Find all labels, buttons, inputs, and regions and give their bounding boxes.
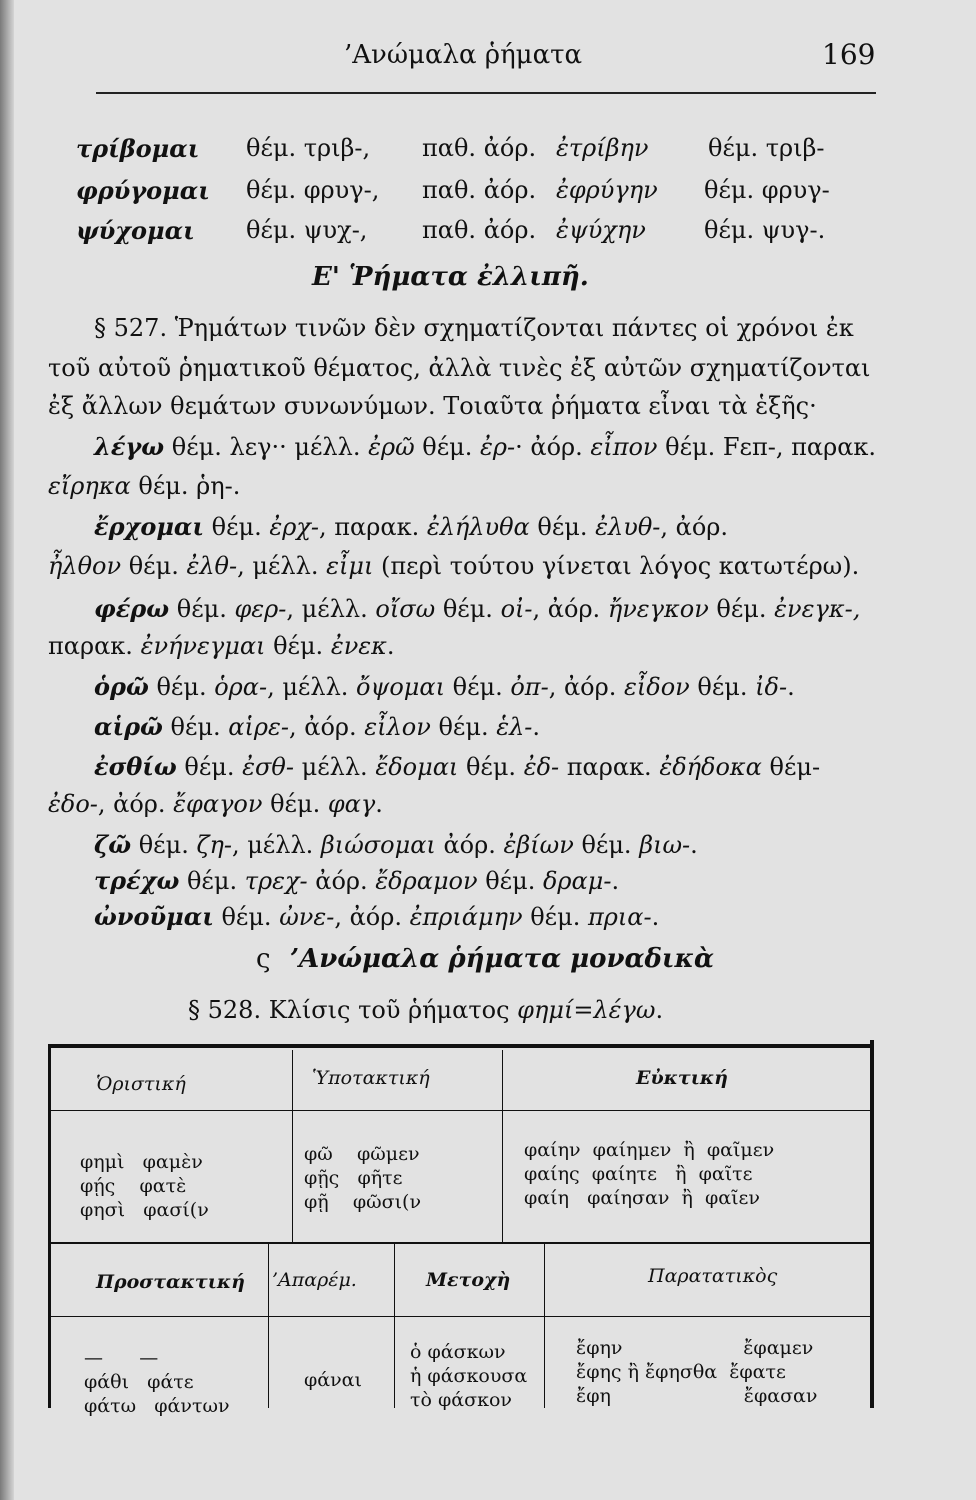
text: θέμ. bbox=[444, 673, 511, 701]
form: φερ- bbox=[234, 595, 287, 623]
text: θέμ. Fεπ-, παρακ. bbox=[657, 433, 877, 461]
section-heading-defective: Ε' Ῥήματα ἐλλιπῆ. bbox=[312, 262, 589, 292]
lemma: τρέχω bbox=[94, 866, 180, 895]
form: πρια- bbox=[587, 903, 652, 931]
text: . bbox=[655, 996, 664, 1024]
form: ἔφαγον bbox=[173, 790, 263, 818]
text: θέμ. bbox=[131, 831, 197, 859]
cell-indicative: φημὶ φαμὲν φῄς φατὲ φησὶ φασί(ν bbox=[80, 1151, 209, 1221]
text: . bbox=[787, 673, 795, 701]
stem: θέμ. ψυγ-. bbox=[704, 216, 826, 244]
text: θέμ- bbox=[761, 753, 821, 781]
form: ἔδραμον bbox=[375, 867, 478, 895]
form: ὠνε- bbox=[279, 903, 335, 931]
form: ἐρῶ bbox=[368, 433, 415, 461]
entry-oro bbox=[94, 672, 795, 701]
table-top-rule bbox=[48, 1044, 872, 1048]
header-optative: Εὐκτική bbox=[636, 1067, 728, 1089]
table-left-border bbox=[48, 1044, 51, 1408]
text: θέμ. bbox=[148, 673, 215, 701]
text: θέμ. bbox=[414, 433, 481, 461]
text: θέμ. bbox=[213, 903, 280, 931]
stem: θέμ. τριβ-, bbox=[246, 134, 371, 162]
cell-imperfect: ἔφην ἔφαμεν ἔφης ἢ ἔφησθα ἔφατε ἔφη ἔφασαν bbox=[576, 1337, 818, 1407]
text: θέμ. bbox=[430, 713, 497, 741]
page-number: 169 bbox=[822, 38, 876, 71]
form: δραμ- bbox=[542, 867, 612, 895]
text: . bbox=[611, 867, 620, 895]
running-header-title: ’Ανώμαλα ῥήματα bbox=[344, 40, 583, 70]
entry-lego bbox=[94, 432, 876, 461]
form: ἐδήδοκα bbox=[659, 753, 762, 781]
text: θέμ. λεγ·· μέλλ. bbox=[164, 433, 369, 461]
text: θέμ. bbox=[265, 632, 331, 660]
entry-trecho bbox=[94, 866, 619, 895]
cell-subjunctive: φῶ φῶμεν φῇς φῆτε φῇ φῶσι(ν bbox=[304, 1143, 422, 1213]
text: θέμ. bbox=[121, 552, 187, 580]
text: . bbox=[532, 713, 541, 741]
lemma: αἱρῶ bbox=[94, 712, 163, 741]
cell-participle: ὁ φάσκων ἡ φάσκουσα τὸ φάσκον bbox=[410, 1341, 528, 1411]
table-right-border bbox=[870, 1040, 874, 1408]
text: παρακ. bbox=[559, 753, 660, 781]
paragraph-527-line2: τοῦ αὐτοῦ ῥηματικοῦ θέματος, ἀλλὰ τινὲς ἐξ αὐτῶν σχηματίζονται bbox=[48, 354, 871, 382]
text: , μέλλ. bbox=[286, 595, 376, 623]
paragraph-527-line3: ἐξ ἄλλων θεμάτων συνωνύμων. Τοιαῦτα ῥήματα εἶναι τὰ ἑξῆς· bbox=[48, 392, 817, 420]
text: , μέλλ. bbox=[231, 831, 321, 859]
text: θέμ. bbox=[204, 513, 270, 541]
aorist-form: ἐφρύγην bbox=[556, 176, 658, 204]
text: , ἀόρ. bbox=[532, 595, 608, 623]
form: ἐρχ- bbox=[269, 513, 320, 541]
header-participle: Μετοχὴ bbox=[426, 1269, 511, 1291]
text: , ἀόρ. bbox=[334, 903, 410, 931]
form: ἐνεγκ-, bbox=[774, 595, 861, 623]
paragraph-528 bbox=[188, 996, 663, 1024]
lemma: ἔρχομαι bbox=[94, 512, 204, 541]
header-imperfect: Παρατατικὸς bbox=[648, 1265, 778, 1287]
text: . bbox=[375, 790, 383, 818]
text: θέμ. ῥη-. bbox=[130, 472, 241, 500]
table-col-divider bbox=[292, 1050, 293, 1242]
text: θέμ. bbox=[689, 673, 756, 701]
text: μέλλ. bbox=[293, 753, 376, 781]
lemma: ζῶ bbox=[94, 830, 132, 859]
entry-erchomai-cont bbox=[48, 552, 859, 580]
text: , ἀόρ. bbox=[289, 713, 365, 741]
header-imperative: Προστακτική bbox=[96, 1271, 245, 1293]
form: εἶπον bbox=[590, 433, 658, 461]
form: ὁρα- bbox=[214, 673, 268, 701]
text: , παρακ. bbox=[319, 513, 427, 541]
cell-optative: φαίην φαίημεν ἢ φαῖμεν φαίης φαίητε ἢ φαῖτε φαίη φαίησαν ἢ φαῖεν bbox=[524, 1139, 775, 1209]
text: · ἀόρ. bbox=[515, 433, 591, 461]
form: φαγ bbox=[327, 790, 376, 818]
text: . bbox=[651, 903, 660, 931]
header-infinitive: ’Απαρέμ. bbox=[272, 1269, 357, 1291]
entry-fero-cont bbox=[48, 632, 395, 660]
form: ἐλήλυθα bbox=[426, 513, 530, 541]
text: θέμ. bbox=[573, 831, 640, 859]
table-col-divider bbox=[544, 1244, 545, 1408]
text: ἀόρ. bbox=[307, 867, 376, 895]
entry-lego-cont bbox=[48, 472, 240, 500]
form: ἰδ- bbox=[755, 673, 788, 701]
lemma: ὠνοῦμαι bbox=[94, 902, 214, 931]
form: ἐδ- bbox=[523, 753, 560, 781]
aorist-label: παθ. ἀόρ. bbox=[422, 176, 537, 204]
text: ἀόρ. bbox=[435, 831, 504, 859]
table-rule bbox=[48, 1316, 872, 1317]
form: τρεχ- bbox=[244, 867, 308, 895]
stem: θέμ. ψυχ-, bbox=[246, 216, 368, 244]
cell-imperative: — — φάθι φάτε φάτω φάντων bbox=[84, 1347, 230, 1417]
form: εἶδον bbox=[623, 673, 690, 701]
text: , ἀόρ. bbox=[548, 673, 624, 701]
text: , ἀόρ. bbox=[97, 790, 174, 818]
table-col-divider bbox=[394, 1244, 395, 1408]
form: ζη- bbox=[196, 831, 232, 859]
verb-frygomai: φρύγομαι bbox=[76, 176, 210, 205]
entry-zo bbox=[94, 830, 698, 859]
text: θέμ. bbox=[262, 790, 328, 818]
text: θέμ. bbox=[529, 513, 596, 541]
text: θέμ. bbox=[458, 753, 524, 781]
entry-fero bbox=[94, 594, 860, 623]
form: αἱρε- bbox=[228, 713, 289, 741]
text: . bbox=[386, 632, 395, 660]
header-rule bbox=[96, 92, 876, 94]
section-heading-unique: ’Ανώμαλα ῥήματα μοναδικὰ bbox=[290, 944, 714, 974]
text: θέμ. bbox=[522, 903, 588, 931]
text: , μέλλ. bbox=[237, 552, 327, 580]
text: παρακ. bbox=[48, 632, 141, 660]
text: θέμ. bbox=[179, 867, 245, 895]
form: εἶλον bbox=[364, 713, 431, 741]
form: ἐνεκ bbox=[330, 632, 387, 660]
form: ἐλθ- bbox=[186, 552, 238, 580]
form: βιώσομαι bbox=[320, 831, 436, 859]
form: ἐνήνεγμαι bbox=[140, 632, 266, 660]
stem: θέμ. φρυγ-, bbox=[246, 176, 380, 204]
text: θέμ. bbox=[162, 713, 229, 741]
table-rule bbox=[48, 1110, 872, 1111]
form: ἐλυθ- bbox=[595, 513, 661, 541]
entry-airo bbox=[94, 712, 540, 741]
form: ἑλ- bbox=[496, 713, 533, 741]
lemma: ἐσθίω bbox=[94, 752, 177, 781]
text: , μέλλ. bbox=[267, 673, 357, 701]
lemma: φέρω bbox=[94, 594, 170, 623]
aorist-label: παθ. ἀόρ. bbox=[422, 216, 537, 244]
form: βιω- bbox=[639, 831, 691, 859]
form: οἴσω bbox=[375, 595, 436, 623]
table-rule bbox=[48, 1242, 872, 1244]
text: (περὶ τούτου γίνεται λόγος κατωτέρω). bbox=[373, 552, 860, 580]
aorist-label: παθ. ἀόρ. bbox=[422, 134, 537, 162]
entry-onoumai bbox=[94, 902, 659, 931]
form: ἤνεγκον bbox=[607, 595, 709, 623]
form: ἐβίων bbox=[503, 831, 574, 859]
entry-esthio bbox=[94, 752, 820, 781]
form: οἰ- bbox=[500, 595, 533, 623]
cell-infinitive: φάναι bbox=[304, 1369, 362, 1391]
entry-erchomai bbox=[94, 512, 728, 541]
aorist-form: ἐψύχην bbox=[556, 216, 646, 244]
form: ἦλθον bbox=[48, 552, 122, 580]
form: ἔδομαι bbox=[375, 753, 459, 781]
page-binding-shadow bbox=[0, 0, 14, 1500]
form: ὄψομαι bbox=[356, 673, 445, 701]
paragraph-527-line1: § 527. Ῥημάτων τινῶν δὲν σχηματίζονται πάντες οἱ χρόνοι ἐκ bbox=[94, 314, 854, 342]
text: θέμ. bbox=[708, 595, 775, 623]
aorist-form: ἐτρίβην bbox=[556, 134, 649, 162]
form: ἐδο- bbox=[48, 790, 98, 818]
stem: θέμ. τριβ- bbox=[708, 134, 825, 162]
text: θέμ. bbox=[477, 867, 543, 895]
verb-tribomai: τρίβομαι bbox=[76, 134, 200, 163]
form: εἴρηκα bbox=[48, 472, 131, 500]
stem: θέμ. φρυγ- bbox=[704, 176, 830, 204]
text: θέμ. bbox=[169, 595, 235, 623]
form: ἐσθ- bbox=[242, 753, 294, 781]
table-col-divider bbox=[268, 1244, 269, 1408]
text: θέμ. bbox=[435, 595, 501, 623]
header-indicative: Ὁριστική bbox=[96, 1073, 186, 1095]
text: . bbox=[690, 831, 698, 859]
text: § 528. Κλίσις τοῦ ῥήματος bbox=[188, 996, 518, 1024]
form: ἐρ- bbox=[480, 433, 516, 461]
section-mark: ς bbox=[256, 944, 271, 974]
text: θέμ. bbox=[176, 753, 243, 781]
text: , ἀόρ. bbox=[660, 513, 729, 541]
lemma: λέγω bbox=[94, 432, 165, 461]
entry-esthio-cont bbox=[48, 790, 383, 818]
lemma: ὁρῶ bbox=[94, 672, 149, 701]
form: ἐπριάμην bbox=[409, 903, 523, 931]
header-subjunctive: Ὑποτακτική bbox=[312, 1067, 430, 1089]
form: ὀπ- bbox=[510, 673, 549, 701]
verb-psychomai: ψύχομαι bbox=[76, 216, 195, 245]
table-col-divider bbox=[502, 1050, 503, 1242]
verb-form: φημί=λέγω bbox=[517, 996, 656, 1024]
form: εἶμι bbox=[326, 552, 374, 580]
